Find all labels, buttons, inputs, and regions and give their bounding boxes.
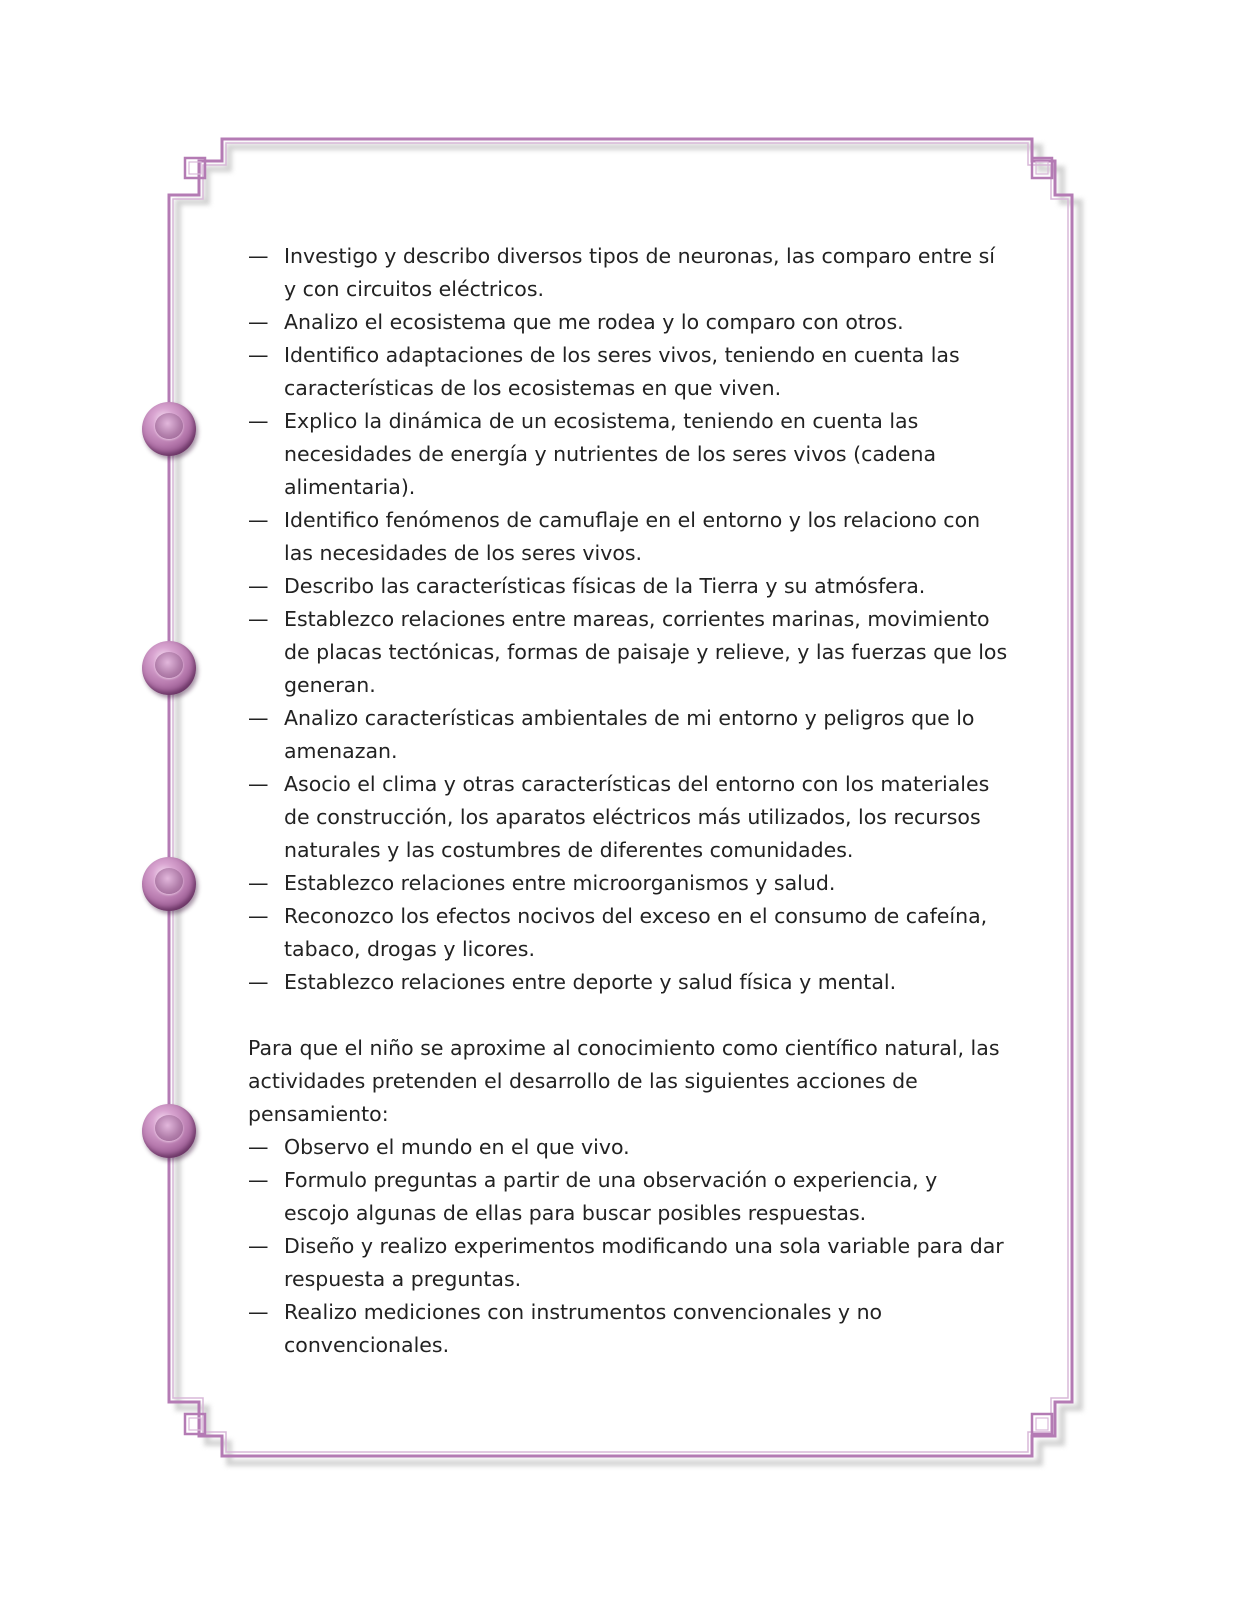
list-item: — Establezco relaciones entre mareas, corrientes marinas, movimiento de placas tectónicas, formas de paisaje y relieve, y las fuerzas que los generan. bbox=[248, 603, 1008, 702]
binder-ring-3 bbox=[142, 857, 196, 911]
binder-ring-4 bbox=[142, 1104, 196, 1158]
list-item: — Identifico adaptaciones de los seres vivos, teniendo en cuenta las características de los ecosistemas en que viven. bbox=[248, 339, 1008, 405]
list-item: — Observo el mundo en el que vivo. bbox=[248, 1131, 1008, 1164]
list-item: — Realizo mediciones con instrumentos convencionales y no convencionales. bbox=[248, 1296, 1008, 1362]
page-content bbox=[248, 240, 1008, 1362]
list-item: — Establezco relaciones entre microorganismos y salud. bbox=[248, 867, 1008, 900]
list-item: — Describo las características físicas de la Tierra y su atmósfera. bbox=[248, 570, 1008, 603]
thinking-actions-list bbox=[248, 1131, 1008, 1362]
list-item: — Analizo el ecosistema que me rodea y lo comparo con otros. bbox=[248, 306, 1008, 339]
list-item: — Identifico fenómenos de camuflaje en el entorno y los relaciono con las necesidades de los seres vivos. bbox=[248, 504, 1008, 570]
list-item: — Diseño y realizo experimentos modificando una sola variable para dar respuesta a preguntas. bbox=[248, 1230, 1008, 1296]
standards-list bbox=[248, 240, 1008, 999]
list-item: — Explico la dinámica de un ecosistema, teniendo en cuenta las necesidades de energía y nutrientes de los seres vivos (cadena alimentaria). bbox=[248, 405, 1008, 504]
list-item: — Analizo características ambientales de mi entorno y peligros que lo amenazan. bbox=[248, 702, 1008, 768]
list-item: — Reconozco los efectos nocivos del exceso en el consumo de cafeína, tabaco, drogas y licores. bbox=[248, 900, 1008, 966]
binder-ring-1 bbox=[142, 402, 196, 456]
list-item: — Establezco relaciones entre deporte y salud física y mental. bbox=[248, 966, 1008, 999]
binder-ring-2 bbox=[142, 641, 196, 695]
list-item: — Asocio el clima y otras características del entorno con los materiales de construcción, los aparatos eléctricos más utilizados, los recursos naturales y las costumbres de diferentes comunidades. bbox=[248, 768, 1008, 867]
list-item: — Investigo y describo diversos tipos de neuronas, las comparo entre sí y con circuitos eléctricos. bbox=[248, 240, 1008, 306]
intro-paragraph: Para que el niño se aproxime al conocimiento como científico natural, las actividades pretenden el desarrollo de las siguientes acciones de pensamiento: bbox=[248, 1036, 1000, 1126]
list-item: — Formulo preguntas a partir de una observación o experiencia, y escojo algunas de ellas para buscar posibles respuestas. bbox=[248, 1164, 1008, 1230]
